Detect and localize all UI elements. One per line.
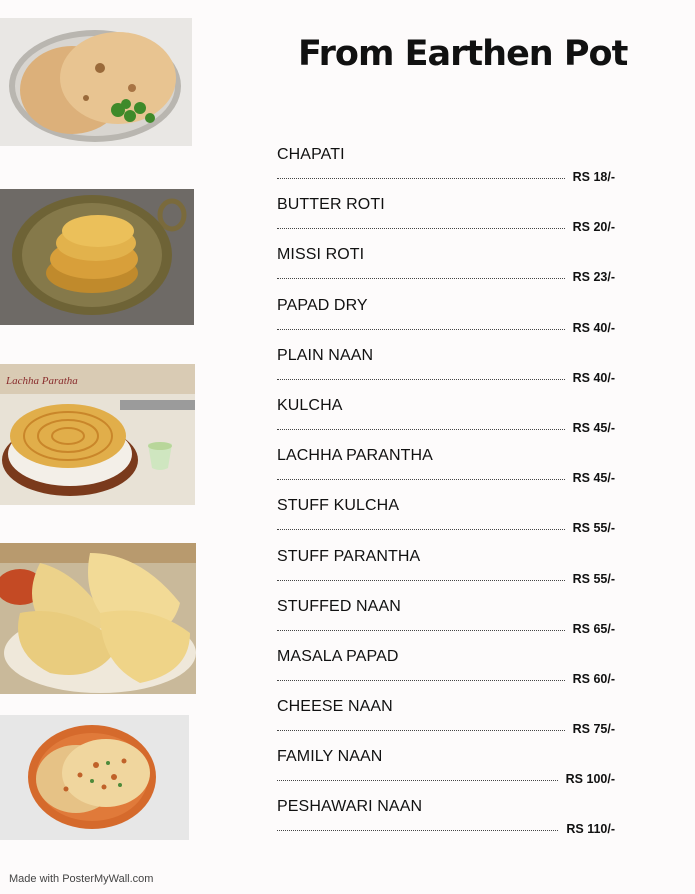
menu-item	[277, 548, 617, 598]
menu-item	[277, 598, 617, 648]
menu-item-name: FAMILY NAAN	[277, 748, 383, 766]
dotted-leader	[277, 618, 565, 631]
dotted-leader	[277, 216, 565, 229]
menu-item-name: LACHHA PARANTHA	[277, 447, 433, 465]
menu-item-row	[277, 668, 615, 686]
menu-item	[277, 347, 617, 397]
menu-item-price: RS 110/-	[566, 822, 615, 837]
dotted-leader	[277, 166, 565, 179]
butter-roti-photo	[0, 189, 194, 325]
menu-item-price: RS 55/-	[572, 571, 615, 586]
butter-roti-image	[0, 189, 194, 325]
menu-item-name: STUFF KULCHA	[277, 497, 400, 515]
menu-item	[277, 196, 617, 246]
footer-credit: Made with PosterMyWall.com	[9, 873, 154, 885]
menu-item-row	[277, 568, 615, 586]
dotted-leader	[277, 467, 565, 480]
menu-item-row	[277, 768, 615, 786]
menu-item-name: KULCHA	[277, 396, 343, 414]
chapati-image	[0, 18, 192, 146]
menu-item-row	[277, 367, 615, 385]
menu-item-row	[277, 467, 615, 485]
menu-list	[277, 146, 617, 849]
menu-item	[277, 748, 617, 798]
page-title: From Earthen Pot	[298, 34, 628, 74]
menu-item-name: PLAIN NAAN	[277, 346, 374, 364]
menu-item-price: RS 23/-	[572, 270, 615, 285]
lachha-paratha-photo	[0, 364, 195, 505]
menu-item	[277, 798, 617, 848]
menu-item-row	[277, 216, 615, 234]
menu-item-name: MASALA PAPAD	[277, 647, 399, 665]
dotted-leader	[277, 768, 558, 781]
dotted-leader	[277, 317, 565, 330]
menu-item-price: RS 65/-	[572, 621, 615, 636]
menu-item	[277, 648, 617, 698]
menu-item	[277, 397, 617, 447]
chapati-photo	[0, 18, 192, 146]
menu-item	[277, 497, 617, 547]
menu-item-name: STUFF PARANTHA	[277, 547, 421, 565]
menu-item-name: MISSI ROTI	[277, 246, 365, 264]
dotted-leader	[277, 718, 565, 731]
menu-item	[277, 297, 617, 347]
stuffed-naan-image	[0, 715, 189, 840]
menu-item-name: BUTTER ROTI	[277, 196, 385, 214]
dotted-leader	[277, 668, 565, 681]
menu-item-row	[277, 166, 615, 184]
dotted-leader	[277, 517, 565, 530]
menu-item-name: PAPAD DRY	[277, 296, 368, 314]
dotted-leader	[277, 818, 558, 831]
menu-item-row	[277, 317, 615, 335]
menu-item-name: CHEESE NAAN	[277, 698, 393, 716]
dotted-leader	[277, 417, 565, 430]
menu-item-row	[277, 266, 615, 284]
menu-item	[277, 447, 617, 497]
dotted-leader	[277, 367, 565, 380]
menu-item-price: RS 40/-	[572, 320, 615, 335]
lachha-paratha-image	[0, 364, 195, 505]
menu-item-price: RS 40/-	[572, 370, 615, 385]
papad-photo	[0, 543, 196, 694]
menu-item-row	[277, 718, 615, 736]
menu-item	[277, 246, 617, 296]
stuffed-naan-photo	[0, 715, 189, 840]
menu-item	[277, 146, 617, 196]
menu-item-price: RS 18/-	[572, 170, 615, 184]
menu-item-price: RS 20/-	[572, 220, 615, 235]
menu-item	[277, 698, 617, 748]
menu-item-price: RS 55/-	[572, 521, 615, 536]
menu-item-name: CHAPATI	[277, 146, 345, 163]
dotted-leader	[277, 568, 565, 581]
menu-item-name: STUFFED NAAN	[277, 597, 401, 615]
menu-item-price: RS 60/-	[572, 671, 615, 686]
menu-item-price: RS 45/-	[572, 471, 615, 486]
papad-image	[0, 543, 196, 694]
menu-item-row	[277, 618, 615, 636]
menu-item-row	[277, 517, 615, 535]
menu-item-name: PESHAWARI NAAN	[277, 798, 423, 816]
menu-item-price: RS 100/-	[565, 772, 615, 787]
dotted-leader	[277, 266, 565, 279]
menu-item-row	[277, 818, 615, 836]
menu-item-price: RS 75/-	[572, 722, 615, 737]
menu-item-row	[277, 417, 615, 435]
menu-item-price: RS 45/-	[572, 420, 615, 435]
lachha-caption: Lachha Paratha	[6, 375, 78, 387]
